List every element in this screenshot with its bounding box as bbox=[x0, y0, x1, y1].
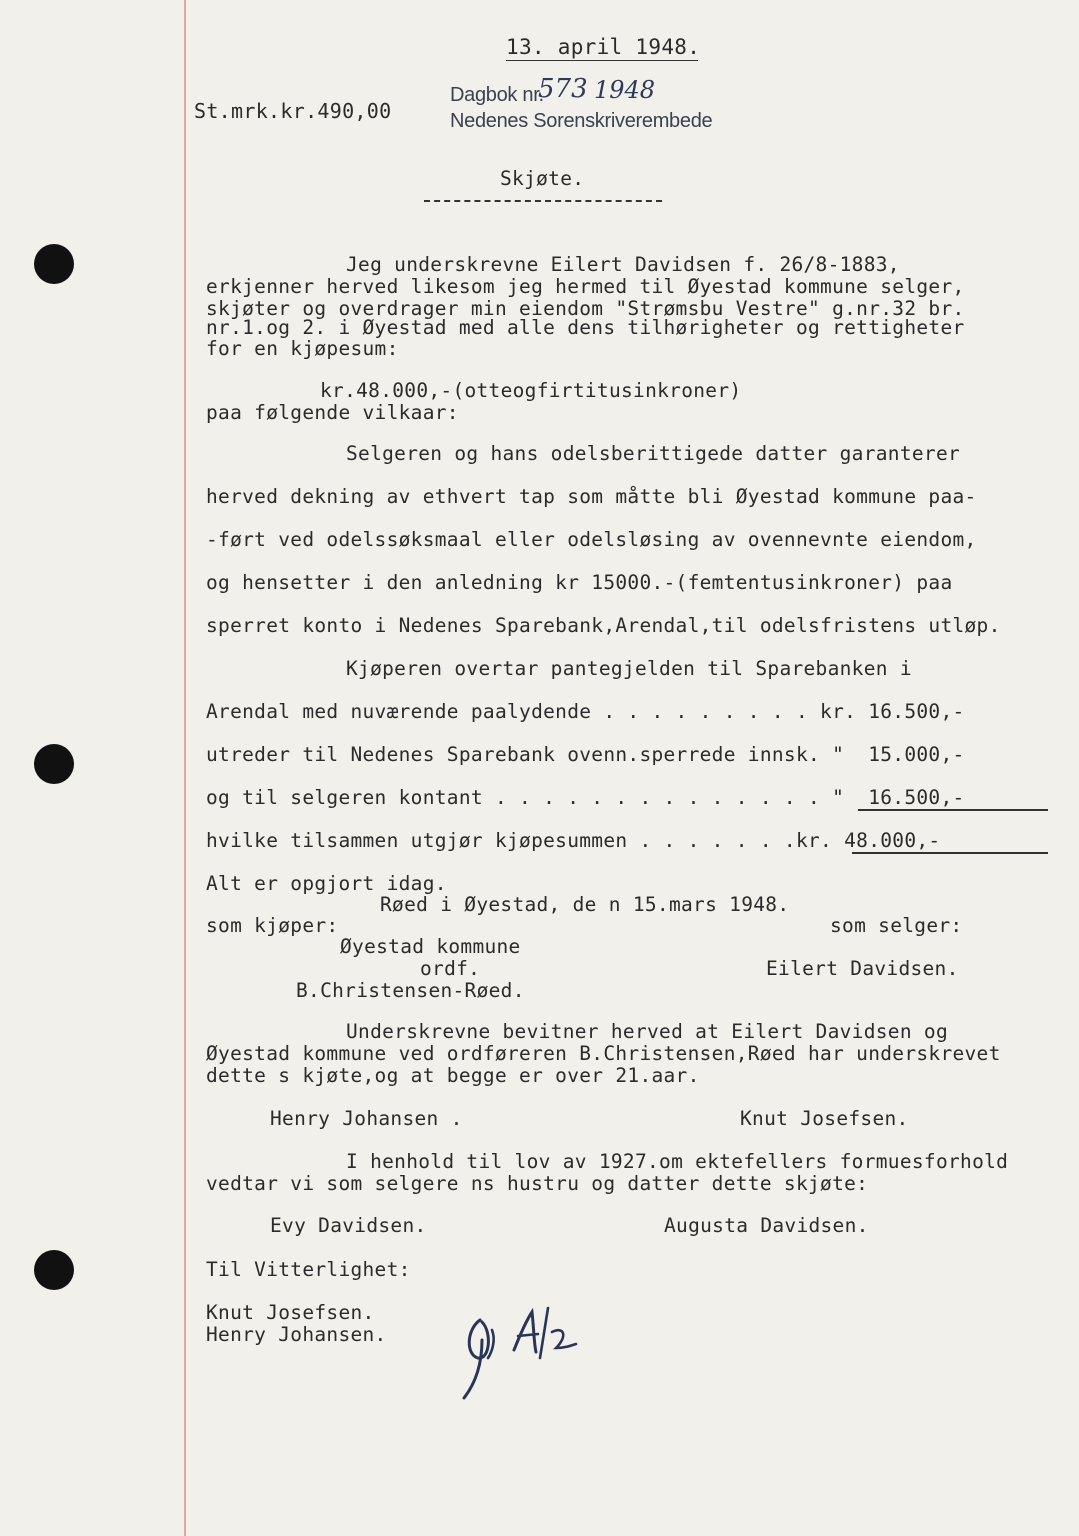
dagbok-year: 1948 bbox=[594, 76, 656, 104]
attestation-label: Til Vitterlighet: bbox=[206, 1258, 411, 1281]
subtotal-underline bbox=[858, 809, 1048, 811]
punch-hole-top bbox=[34, 244, 74, 284]
seller-label: som selger: bbox=[830, 914, 963, 937]
place-date: Røed i Øyestad, de n 15.mars 1948. bbox=[380, 893, 790, 916]
document-date: 13. april 1948. bbox=[506, 35, 701, 59]
body-line: vedtar vi som selgere ns hustru og datter dette skjøte: bbox=[206, 1172, 869, 1195]
attestation-name: Knut Josefsen. bbox=[206, 1301, 375, 1324]
buyer-signatory: B.Christensen-Røed. bbox=[296, 979, 525, 1002]
body-line: skjøter og overdrager min eiendom "Strømsbu Vestre" g.nr.32 br. bbox=[206, 297, 965, 320]
body-line: -ført ved odelssøksmaal eller odelsløsing av ovennevnte eiendom, bbox=[206, 528, 977, 551]
buyer-title: ordf. bbox=[420, 957, 481, 980]
dagbok-number: 573 bbox=[538, 74, 588, 104]
purchase-sum: kr.48.000,-(otteogfirtitusinkroner) bbox=[320, 379, 742, 402]
body-line: dette s kjøte,og at begge er over 21.aar. bbox=[206, 1064, 700, 1087]
body-line: Jeg underskrevne Eilert Davidsen f. 26/8-1883, bbox=[346, 253, 900, 276]
buyer-name: Øyestad kommune bbox=[340, 935, 521, 958]
body-line: paa følgende vilkaar: bbox=[206, 401, 459, 424]
title-underline bbox=[424, 200, 662, 202]
office-stamp: Nedenes Sorenskriverembede bbox=[450, 110, 713, 132]
total-underline bbox=[852, 852, 1048, 854]
document-title: Skjøte. bbox=[500, 167, 585, 190]
attestation-name: Henry Johansen. bbox=[206, 1323, 387, 1346]
punch-hole-bottom bbox=[34, 1250, 74, 1290]
witness-name: Knut Josefsen. bbox=[740, 1107, 909, 1130]
consent-name: Augusta Davidsen. bbox=[664, 1214, 869, 1237]
witness-name: Henry Johansen . bbox=[270, 1107, 463, 1130]
seller-name: Eilert Davidsen. bbox=[766, 957, 959, 980]
payment-line: Arendal med nuværende paalydende . . . . . . . . . kr. 16.500,- bbox=[206, 700, 965, 723]
body-line: for en kjøpesum: bbox=[206, 337, 399, 360]
punch-hole-middle bbox=[34, 744, 74, 784]
body-line: I henhold til lov av 1927.om ektefellers formuesforhold bbox=[346, 1150, 1009, 1173]
body-line: Selgeren og hans odelsberittigede datter garanterer bbox=[346, 442, 961, 465]
body-line: Øyestad kommune ved ordføreren B.Christensen,Røed har underskrevet bbox=[206, 1042, 1001, 1065]
margin-line bbox=[184, 0, 186, 1536]
body-line: nr.1.og 2. i Øyestad med alle dens tilhørigheter og rettigheter bbox=[206, 316, 965, 339]
body-line: Underskrevne bevitner herved at Eilert Davidsen og bbox=[346, 1020, 948, 1043]
stamp-fee: St.mrk.kr.490,00 bbox=[194, 99, 392, 123]
date-underline bbox=[506, 60, 698, 61]
total-line: hvilke tilsammen utgjør kjøpesummen . . . . . . .kr. 48.000,- bbox=[206, 829, 941, 852]
body-line: Kjøperen overtar pantegjelden til Sparebanken i bbox=[346, 657, 912, 680]
handwritten-initials bbox=[452, 1300, 592, 1410]
payment-line: utreder til Nedenes Sparebank ovenn.sperrede innsk. " 15.000,- bbox=[206, 743, 965, 766]
dagbok-label: Dagbok nr. bbox=[450, 84, 544, 106]
body-line: Alt er opgjort idag. bbox=[206, 872, 447, 895]
body-line: og hensetter i den anledning kr 15000.-(femtentusinkroner) paa bbox=[206, 571, 953, 594]
body-line: herved dekning av ethvert tap som måtte bli Øyestad kommune paa- bbox=[206, 485, 977, 508]
consent-name: Evy Davidsen. bbox=[270, 1214, 427, 1237]
buyer-label: som kjøper: bbox=[206, 914, 339, 937]
body-line: sperret konto i Nedenes Sparebank,Arendal,til odelsfristens utløp. bbox=[206, 614, 1001, 637]
body-line: erkjenner herved likesom jeg hermed til Øyestad kommune selger, bbox=[206, 275, 965, 298]
payment-line: og til selgeren kontant . . . . . . . . . . . . . . " 16.500,- bbox=[206, 786, 965, 809]
